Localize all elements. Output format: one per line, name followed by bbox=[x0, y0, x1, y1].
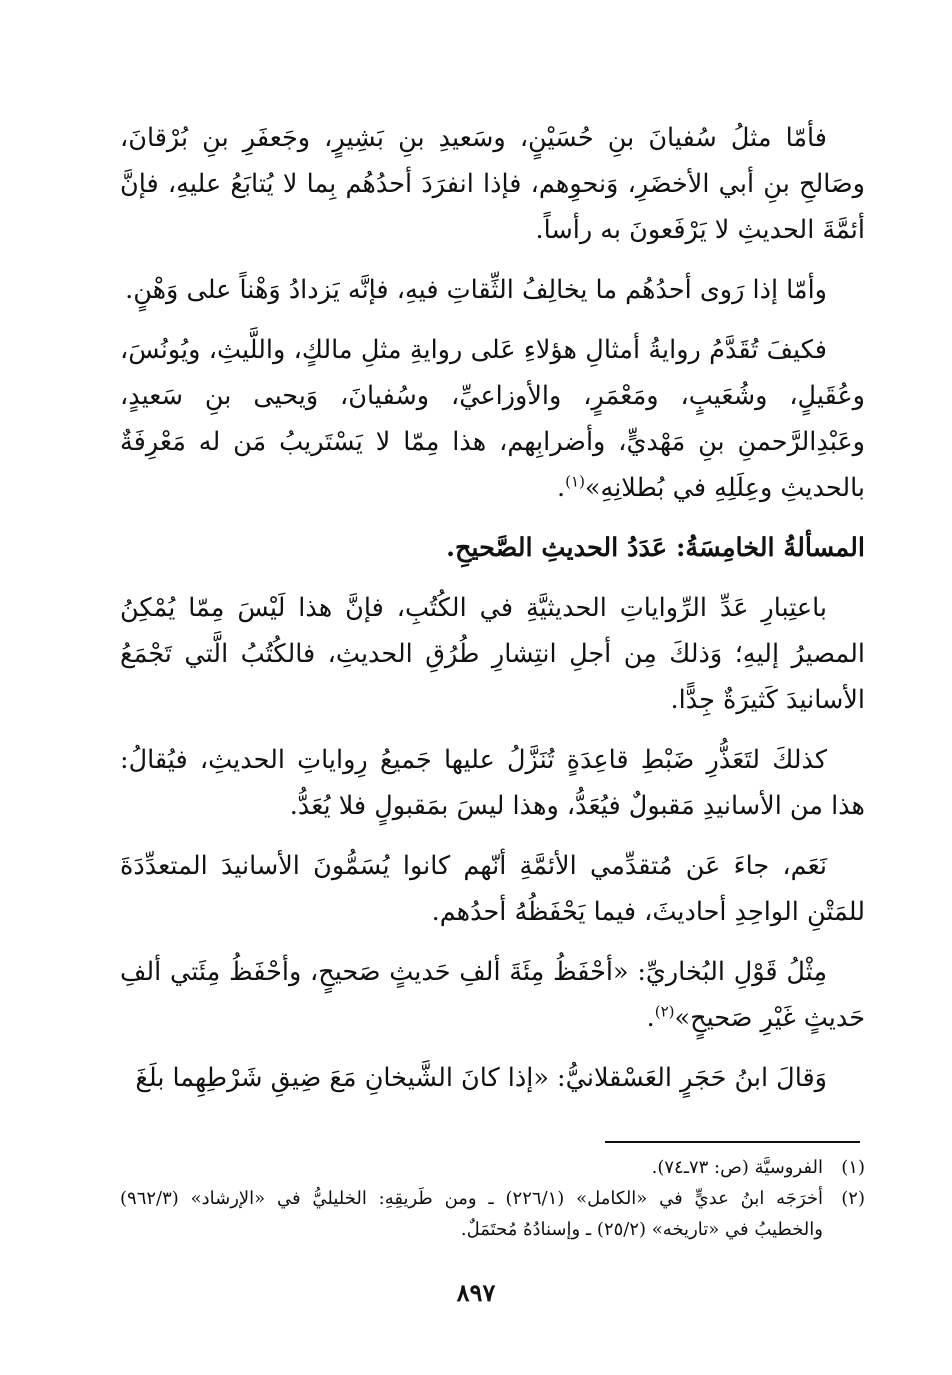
footnote-2 bbox=[120, 1183, 865, 1245]
paragraph-5 bbox=[120, 737, 865, 829]
paragraph-2 bbox=[120, 267, 865, 313]
paragraph-5-text: كذلكَ لتَعَذُّرِ ضَبْطِ قاعِدَةٍ تُنَزَّلُ عليها جَميعُ رِواياتِ الحديثِ، فيُقالُ: هذا من الأسانيدِ مَقبولٌ فيُعَدُّ، وهذا ليسَ بمَقبولٍ فلا يُعَدُّ. bbox=[120, 745, 865, 821]
paragraph-7-text: مِثْلُ قَوْلِ البُخاريِّ: «أحْفَظُ مِئَةَ ألفِ حَديثٍ صَحيحٍ، وأحْفَظُ مِئَتي ألفِ حَديثٍ غَيْرِ صَحيحٍ» bbox=[120, 957, 865, 1033]
footnotes bbox=[120, 1152, 865, 1245]
footnote-2-text: أخرَجَه ابنُ عديٍّ في «الكامل» (٢٢٦/١) ـ ومن طَريقِهِ: الخليليُّ في «الإرشاد» (٩٦٢/٣) والخطيبُ في «تاريخه» (٢٥/٢) ـ وإسنادُهُ مُحتَمَلٌ. bbox=[120, 1188, 823, 1240]
paragraph-8 bbox=[120, 1055, 865, 1101]
paragraph-3-end: . bbox=[557, 473, 566, 503]
section-heading: المسألةُ الخامِسَةُ: عَدَدُ الحديثِ الصَّحيحِ. bbox=[446, 533, 865, 563]
footnote-1 bbox=[120, 1152, 865, 1183]
paragraph-1 bbox=[120, 115, 865, 253]
paragraph-1-text: فأمّا مثلُ سُفيانَ بنِ حُسَيْنٍ، وسَعيدِ بنِ بَشِيرٍ، وجَعفَرِ بنِ بُرْقانَ، وصَالحِ بنِ أبي الأخضَرِ، وَنحوِهم، فإذا انفرَدَ أحدُهُم بِما لا يُتابَعُ عليهِ، فإنَّ أئمَّةَ الحديثِ لا يَرْفَعونَ به رأساً. bbox=[120, 123, 865, 245]
paragraph-7-end: . bbox=[646, 1003, 655, 1033]
paragraph-7 bbox=[120, 949, 865, 1041]
paragraph-4-text: باعتِبارِ عَدِّ الرِّواياتِ الحديثيَّةِ في الكُتُبِ، فإنَّ هذا لَيْسَ مِمّا يُمْكِنُ المصيرُ إليهِ؛ وَذلكَ مِن أجلِ انتِشارِ طُرُقِ الحديثِ، فالكُتُبُ الَّتي تَجْمَعُ الأسانيدَ كَثيرَةٌ جِدًّا. bbox=[120, 593, 865, 715]
paragraph-4 bbox=[120, 585, 865, 723]
paragraph-2-text: وأمّا إذا رَوى أحدُهُم ما يخالِفُ الثِّقاتِ فيهِ، فإنَّه يَزدادُ وَهْناً على وَهْنٍ. bbox=[125, 275, 827, 305]
footnote-1-text: الفروسيَّة (ص: ٧٣ـ٧٤). bbox=[651, 1157, 823, 1178]
paragraph-6-text: نَعَم، جاءَ عَن مُتقدِّمي الأئمَّةِ أنّهم كانوا يُسَمُّونَ الأسانيدَ المتعدِّدَةَ للمَتْنِ الواحِدِ أحاديثَ، فيما يَحْفَظُهُ أحدُهم. bbox=[120, 851, 865, 927]
paragraph-3-text: فكيفَ تُقَدَّمُ روايةُ أمثالِ هؤلاءِ عَلى روايةِ مثلِ مالكٍ، واللَّيثِ، ويُونُسَ، وعُقَيلٍ، وشُعَيبٍ، ومَعْمَرٍ، والأوزاعيِّ، وسُفيانَ، وَيحيى بنِ سَعيدٍ، وعَبْدِالرَّحمنِ بنِ مَهْديٍّ، وأضرابِهم، هذا مِمّا لا يَسْتَريبُ مَن له مَعْرِفَةٌ بالحديثِ وعِلَلِهِ في بُطلانِهِ» bbox=[120, 335, 865, 503]
paragraph-3 bbox=[120, 327, 865, 511]
footnote-ref-1: (١) bbox=[565, 472, 585, 491]
footnote-2-number: (٢) bbox=[841, 1188, 865, 1209]
page-number: ٨٩٧ bbox=[456, 1278, 496, 1307]
footnote-ref-2: (٢) bbox=[654, 1002, 675, 1021]
paragraph-6 bbox=[120, 843, 865, 935]
footnote-1-number: (١) bbox=[841, 1157, 865, 1178]
main-text bbox=[120, 115, 865, 1115]
paragraph-8-text: وَقالَ ابنُ حَجَرٍ العَسْقلانيُّ: «إذا كانَ الشَّيخانِ مَعَ ضِيقِ شَرْطِهِما بلَغَ bbox=[135, 1063, 827, 1093]
footnote-divider bbox=[605, 1141, 860, 1143]
